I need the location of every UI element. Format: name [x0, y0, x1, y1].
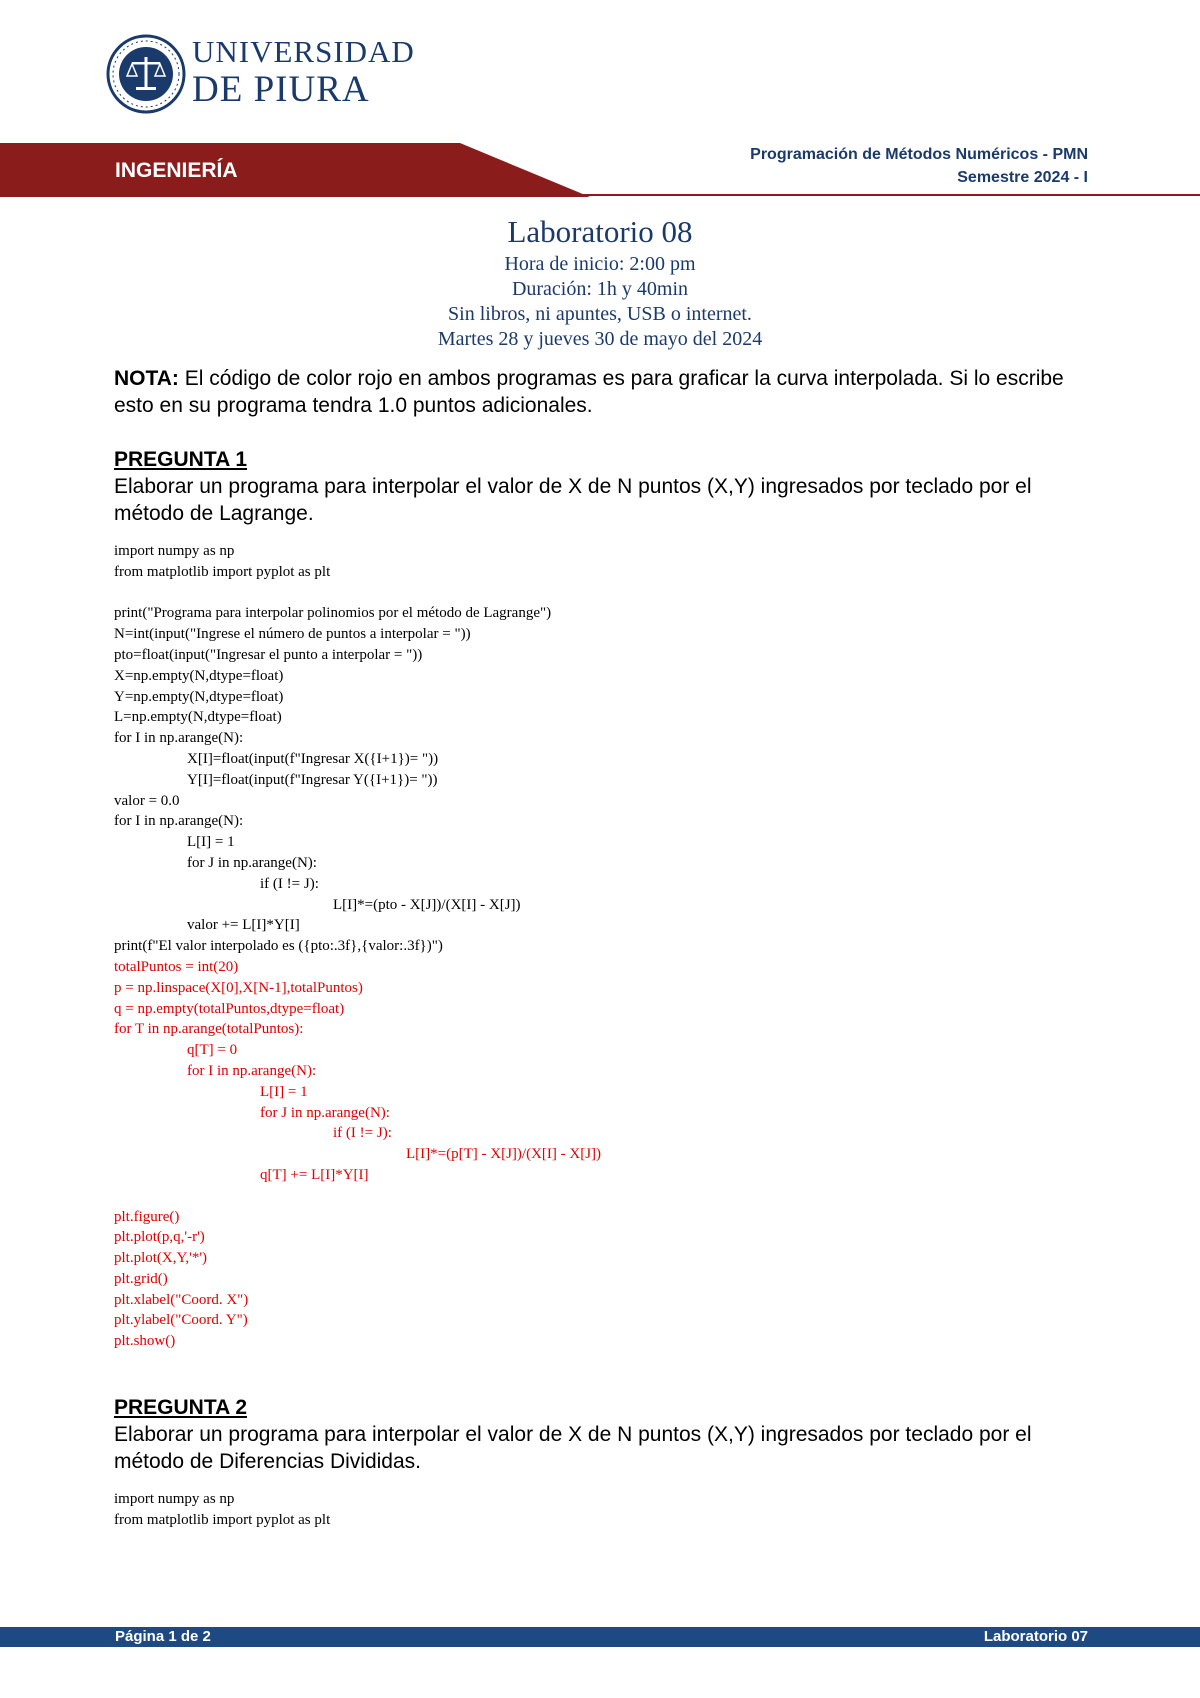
code-line-plot: for I in np.arange(N): — [187, 1062, 317, 1079]
note-paragraph — [114, 365, 1094, 419]
faculty-label: INGENIERÍA — [115, 159, 238, 182]
exam-rules: Sin libros, ni apuntes, USB o internet. — [448, 303, 752, 325]
code-line: if (I != J): — [260, 875, 319, 892]
code-line: from matplotlib import pyplot as plt — [114, 563, 331, 580]
code-line — [114, 583, 1094, 604]
page-footer — [0, 1627, 1200, 1647]
course-info — [750, 143, 1088, 189]
code-line: Y=np.empty(N,dtype=float) — [114, 688, 284, 705]
code-line-plot: plt.ylabel("Coord. Y") — [114, 1312, 248, 1329]
code-line-plot: q[T] += L[I]*Y[I] — [260, 1166, 369, 1183]
semester: Semestre 2024 - I — [957, 169, 1088, 186]
code-line-plot: plt.show() — [114, 1333, 176, 1350]
code-line-plot: totalPuntos = int(20) — [114, 958, 239, 975]
code-line-plot: if (I != J): — [333, 1125, 392, 1142]
code-line: L[I] = 1 — [187, 834, 235, 851]
question-1-heading: PREGUNTA 1 — [114, 448, 248, 471]
code-line: pto=float(input("Ingresar el punto a interpolar = ")) — [114, 646, 423, 663]
code-line: from matplotlib import pyplot as plt — [114, 1511, 331, 1528]
code-line: import numpy as np — [114, 1491, 235, 1508]
code-line-plot: plt.figure() — [114, 1208, 180, 1225]
code-line: X=np.empty(N,dtype=float) — [114, 667, 284, 684]
page-title: Laboratorio 08 — [507, 214, 693, 249]
footer-lab-name: Laboratorio 07 — [983, 1628, 1088, 1645]
question-1-code — [114, 541, 1094, 1352]
code-line-plot: L[I] = 1 — [260, 1083, 308, 1100]
document-body — [114, 365, 1094, 1531]
code-line-plot: for T in np.arange(totalPuntos): — [114, 1021, 304, 1038]
question-2-text: Elaborar un programa para interpolar el valor de X de N puntos (X,Y) ingresados por teclado por el método de Diferencias Divididas. — [114, 1423, 1032, 1474]
code-line: print(f"El valor interpolado es ({pto:.3f},{valor:.3f})") — [114, 938, 443, 955]
code-line-plot: q = np.empty(totalPuntos,dtype=float) — [114, 1000, 345, 1017]
lab-title-block — [0, 212, 1200, 352]
code-line-plot: L[I]*=(p[T] - X[J])/(X[I] - X[J]) — [406, 1146, 602, 1163]
note-label: NOTA: — [114, 367, 179, 390]
code-line-plot: plt.xlabel("Coord. X") — [114, 1291, 249, 1308]
duration: Duración: 1h y 40min — [511, 278, 689, 300]
code-line-plot: for J in np.arange(N): — [260, 1104, 390, 1121]
note-text: El código de color rojo en ambos programas es para graficar la curva interpolada. Si lo escribe esto en su programa tendra 1.0 puntos adicionales. — [114, 367, 1064, 417]
code-line: valor = 0.0 — [114, 792, 180, 809]
course-name: Programación de Métodos Numéricos - PMN — [750, 146, 1088, 163]
code-line-plot: plt.plot(X,Y,'*') — [114, 1250, 208, 1267]
code-line: L[I]*=(pto - X[J])/(X[I] - X[J]) — [333, 896, 521, 913]
code-line-plot: plt.plot(p,q,'-r') — [114, 1229, 205, 1246]
code-line: import numpy as np — [114, 543, 235, 559]
code-line: Y[I]=float(input(f"Ingresar Y({I+1})= ")) — [187, 771, 438, 788]
code-line-plot: plt.grid() — [114, 1270, 168, 1287]
code-line: X[I]=float(input(f"Ingresar X({I+1})= ")) — [187, 750, 439, 767]
code-line: L=np.empty(N,dtype=float) — [114, 709, 282, 726]
code-line: N=int(input("Ingrese el número de puntos a interpolar = ")) — [114, 626, 471, 643]
university-name — [192, 36, 415, 108]
start-time: Hora de inicio: 2:00 pm — [504, 253, 696, 275]
question-2-heading: PREGUNTA 2 — [114, 1396, 248, 1420]
code-line-plot: p = np.linspace(X[0],X[N-1],totalPuntos) — [114, 979, 363, 996]
code-line: for I in np.arange(N): — [114, 730, 244, 747]
university-seal-icon — [106, 24, 186, 124]
page-number: Página 1 de 2 — [115, 1628, 211, 1645]
code-line — [114, 1186, 1094, 1207]
university-name-line1: UNIVERSIDAD — [192, 34, 415, 69]
question-2-code — [114, 1489, 1094, 1531]
code-line: for I in np.arange(N): — [114, 813, 244, 830]
code-line-plot: q[T] = 0 — [187, 1042, 238, 1059]
code-line: for J in np.arange(N): — [187, 854, 317, 871]
university-name-line2: DE PIURA — [192, 69, 370, 110]
code-line: valor += L[I]*Y[I] — [187, 917, 300, 934]
exam-date: Martes 28 y jueves 30 de mayo del 2024 — [437, 328, 763, 350]
code-line: print("Programa para interpolar polinomios por el método de Lagrange") — [114, 605, 552, 622]
question-1-text: Elaborar un programa para interpolar el valor de X de N puntos (X,Y) ingresados por teclado por el método de Lagrange. — [114, 475, 1032, 525]
